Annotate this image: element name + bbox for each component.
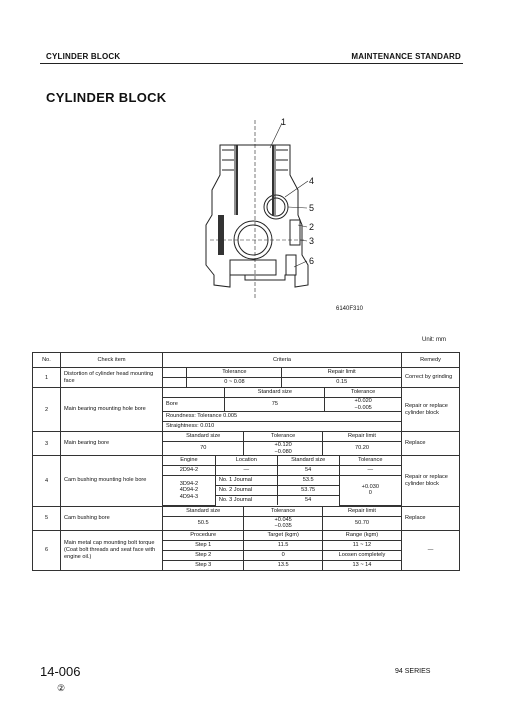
header-rule: [40, 63, 463, 64]
std-header: Standard size: [277, 456, 339, 466]
check-item: Main bearing bore: [61, 432, 163, 456]
tol-header: Tolerance: [187, 368, 282, 378]
figure-code: 6140F310: [336, 306, 364, 312]
bore-label: Bore: [163, 398, 225, 412]
remedy-cell: —: [402, 530, 460, 570]
tol-value: +0.045 −0.035: [244, 516, 323, 530]
criteria-cell: Procedure Target (kgm) Range (kgm) Step 1 11.5 11 ~ 12 Step 2 0 Loosen completely Step 3 13.5 13 ~ 14: [163, 530, 402, 570]
remedy-cell: Correct by grinding: [402, 368, 460, 388]
callout-4: 4: [309, 176, 315, 186]
range-header: Range (kgm): [322, 531, 401, 541]
table-row: [33, 388, 460, 432]
series-label: 94 SERIES: [395, 668, 431, 675]
std-value: 75: [225, 398, 325, 412]
check-item: Main bearing mounting hole bore: [61, 388, 163, 432]
row-no: 4: [33, 456, 61, 507]
check-item: Cam bushing bore: [61, 506, 163, 530]
table-row: [33, 506, 460, 530]
table-header-row: [33, 353, 460, 368]
tol-header: Tolerance: [244, 507, 323, 517]
callout-6: 6: [309, 256, 315, 266]
check-item: Main metal cap mounting bolt torque (Coat bolt threads and seat face with engine oil.): [61, 530, 163, 570]
std-value: 70: [163, 442, 244, 456]
repair-value: 0.15: [282, 378, 401, 388]
repair-value: 70.20: [322, 442, 401, 456]
col-criteria: Criteria: [163, 353, 402, 368]
remedy-cell: Repair or replace cylinder block: [402, 456, 460, 507]
header-section: CYLINDER BLOCK: [46, 52, 121, 61]
procedure-header: Procedure: [163, 531, 244, 541]
table-row: [33, 530, 460, 570]
engine-group: 3D94-2 4D94-2 4D94-3: [163, 476, 215, 506]
straightness: Straightness: 0.010: [163, 422, 401, 432]
remedy-cell: Repair or replace cylinder block: [402, 388, 460, 432]
tol-value: 0 ~ 0.08: [187, 378, 282, 388]
table-row: [33, 456, 460, 507]
col-check-item: Check item: [61, 353, 163, 368]
std-header: Standard size: [163, 507, 244, 517]
tol-value: +0.020 −0.005: [325, 398, 401, 412]
row-no: 6: [33, 530, 61, 570]
repair-header: Repair limit: [322, 432, 401, 442]
header-type: MAINTENANCE STANDARD: [351, 52, 461, 61]
check-item: Cam bushing mounting hole bore: [61, 456, 163, 507]
criteria-cell: Engine Location Standard size Tolerance 2D94-2 — 54 — 3D94-2 4D94-2 4D94-3 No. 1 Journal 53.5 +0.030 0 No. 2 Journal 53.75 No. 3 Journal 54: [163, 456, 402, 507]
criteria-cell: [163, 388, 402, 432]
page-title: CYLINDER BLOCK: [46, 90, 167, 105]
maintenance-table: [32, 352, 460, 571]
cylinder-block-drawing: [190, 115, 330, 305]
engine-2d94: 2D94-2: [163, 466, 215, 476]
tol-header: Tolerance: [339, 456, 401, 466]
repair-value: 50.70: [322, 516, 401, 530]
criteria-cell: [163, 432, 402, 456]
std-header: Standard size: [225, 388, 325, 398]
col-remedy: Remedy: [402, 353, 460, 368]
page-number: 14-006: [40, 664, 81, 679]
criteria-cell: [163, 368, 402, 388]
remedy-cell: Replace: [402, 432, 460, 456]
roundness: Roundness: Tolerance 0.005: [163, 412, 401, 422]
engine-header: Engine: [163, 456, 215, 466]
callout-5: 5: [309, 203, 315, 213]
tol-header: Tolerance: [244, 432, 323, 442]
callout-1: 1: [281, 117, 287, 127]
row-no: 3: [33, 432, 61, 456]
tol-header: Tolerance: [325, 388, 401, 398]
repair-header: Repair limit: [322, 507, 401, 517]
table-row: [33, 368, 460, 388]
tol-value: +0.120 −0.080: [244, 442, 323, 456]
row-no: 1: [33, 368, 61, 388]
callout-2: 2: [309, 222, 315, 232]
unit-label: Unit: mm: [422, 337, 446, 343]
tol-value: +0.030 0: [339, 476, 401, 506]
revision-mark: ②: [57, 683, 66, 693]
check-item: Distortion of cylinder head mounting face: [61, 368, 163, 388]
std-value: 50.5: [163, 516, 244, 530]
target-header: Target (kgm): [244, 531, 323, 541]
row-no: 2: [33, 388, 61, 432]
criteria-cell: [163, 506, 402, 530]
col-no: No.: [33, 353, 61, 368]
remedy-cell: Replace: [402, 506, 460, 530]
repair-header: Repair limit: [282, 368, 401, 378]
callout-3: 3: [309, 236, 315, 246]
std-header: Standard size: [163, 432, 244, 442]
row-no: 5: [33, 506, 61, 530]
table-row: [33, 432, 460, 456]
location-header: Location: [215, 456, 277, 466]
